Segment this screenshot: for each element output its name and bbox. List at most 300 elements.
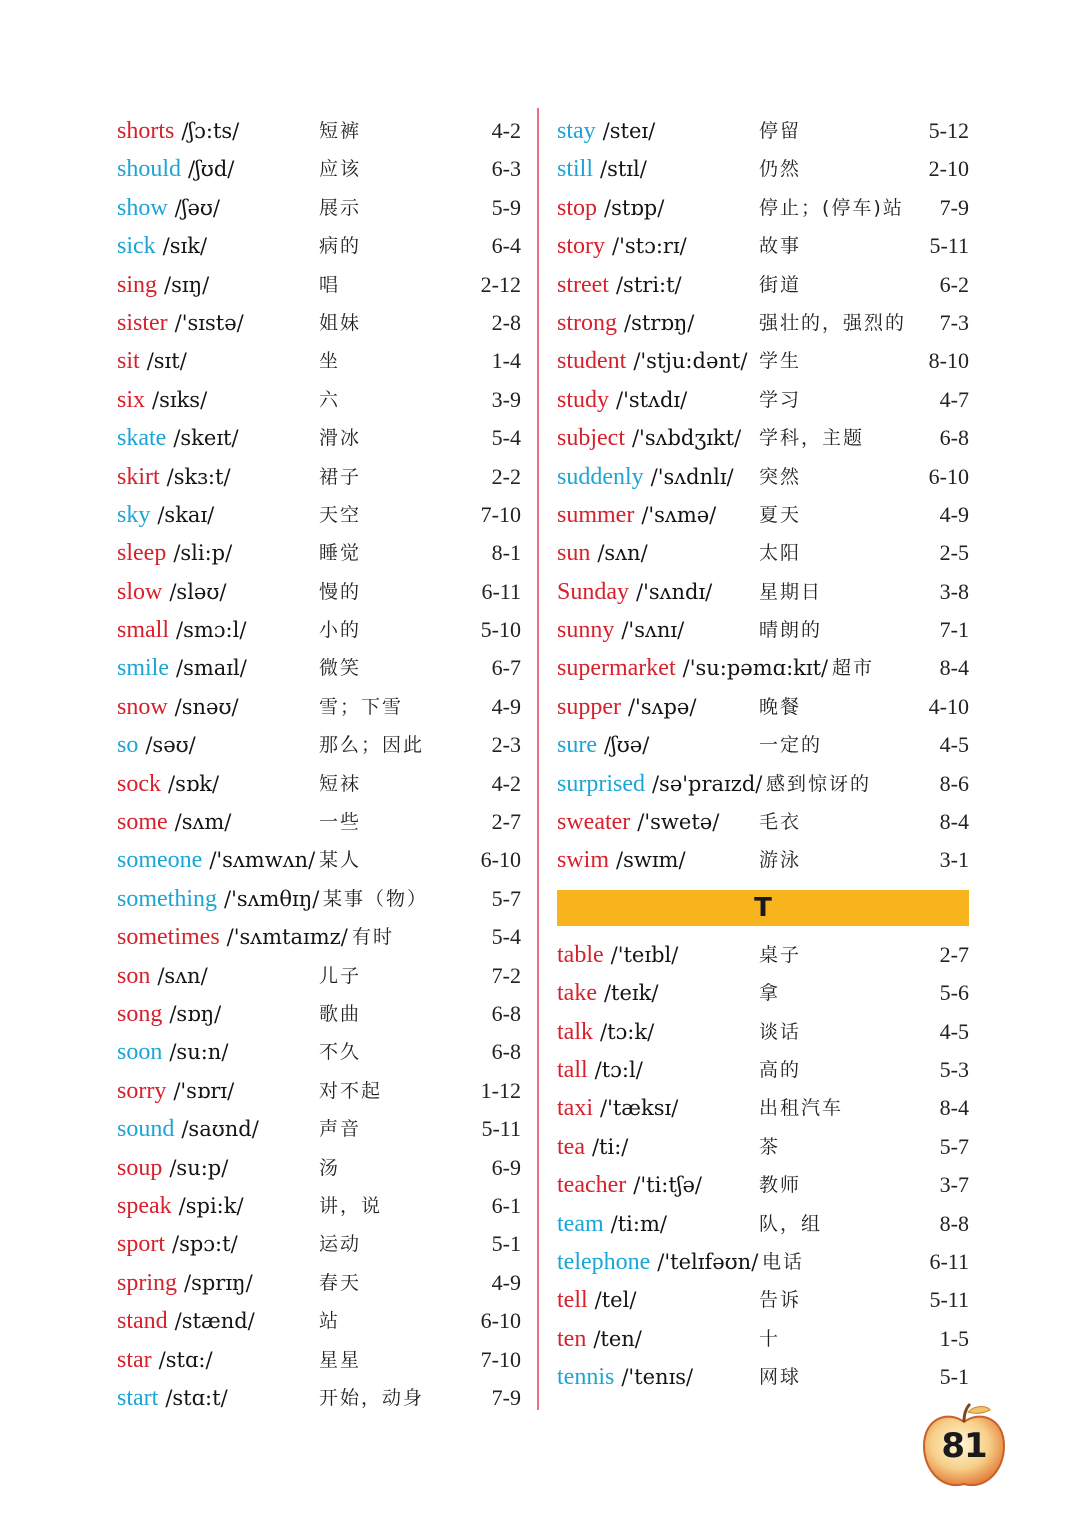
vocab-meaning: 学习 xyxy=(759,388,802,411)
vocab-meaning: 感到惊讶的 xyxy=(766,772,872,795)
vocab-unit: 6-2 xyxy=(939,271,969,297)
vocab-word: swim xyxy=(557,847,610,874)
vocab-entry xyxy=(117,1187,521,1225)
vocab-unit: 3-8 xyxy=(939,578,969,604)
vocab-phonetic: /'sʌndɪ/ xyxy=(636,579,713,604)
vocab-meaning: 学科，主题 xyxy=(759,427,865,450)
vocab-unit: 8-6 xyxy=(939,770,969,796)
vocab-word: soon xyxy=(117,1039,163,1066)
vocab-unit: 6-11 xyxy=(929,1248,969,1274)
vocab-unit: 8-4 xyxy=(939,1095,969,1121)
vocab-word: supper xyxy=(557,693,621,720)
vocab-meaning: 夏天 xyxy=(759,503,802,526)
vocab-entry xyxy=(117,1149,521,1187)
vocab-meaning: 展示 xyxy=(319,196,362,219)
vocab-word: ten xyxy=(557,1325,587,1352)
vocab-entry xyxy=(557,304,969,342)
vocab-unit: 6-4 xyxy=(491,233,521,259)
vocab-phonetic: /teɪk/ xyxy=(603,981,659,1006)
vocab-phonetic: /tɔ:l/ xyxy=(594,1057,643,1082)
vocab-meaning: 不久 xyxy=(319,1041,362,1064)
vocab-meaning: 春天 xyxy=(319,1271,362,1294)
vocab-phonetic: /skaɪ/ xyxy=(157,502,215,527)
vocab-word: tea xyxy=(557,1133,585,1160)
vocab-entry xyxy=(557,765,969,803)
vocab-unit: 4-7 xyxy=(939,386,969,412)
vocab-phonetic: /su:p/ xyxy=(169,1155,229,1180)
vocab-unit: 4-2 xyxy=(491,118,521,143)
vocab-entry xyxy=(117,611,521,649)
vocab-unit: 1-4 xyxy=(491,348,521,374)
vocab-unit: 2-10 xyxy=(928,156,969,182)
vocab-unit: 4-2 xyxy=(491,770,521,796)
vocab-unit: 5-3 xyxy=(939,1056,969,1082)
vocab-meaning: 停留 xyxy=(759,120,802,142)
vocab-unit: 5-11 xyxy=(481,1116,521,1142)
vocab-phonetic: /'sʌmθɪŋ/ xyxy=(224,886,320,911)
vocab-word: taxi xyxy=(557,1095,593,1122)
vocab-phonetic: /'sʌpə/ xyxy=(627,694,697,719)
vocab-entry xyxy=(557,1166,969,1204)
vocab-word: teacher xyxy=(557,1172,627,1199)
vocab-meaning: 汤 xyxy=(319,1156,341,1179)
vocab-unit: 7-10 xyxy=(480,501,521,527)
vocab-meaning: 超市 xyxy=(832,657,875,680)
vocab-unit: 5-11 xyxy=(929,233,969,259)
vocab-entry xyxy=(117,880,521,918)
vocab-word: smile xyxy=(117,655,169,682)
vocab-meaning: 裙子 xyxy=(319,465,362,488)
vocab-unit: 6-10 xyxy=(480,847,521,873)
vocab-unit: 4-5 xyxy=(939,732,969,758)
vocab-entry xyxy=(557,1358,969,1396)
vocab-entry xyxy=(557,1320,969,1358)
vocab-meaning: 某人 xyxy=(319,849,362,872)
vocab-phonetic: /sɪk/ xyxy=(162,234,208,259)
vocab-word: son xyxy=(117,962,151,989)
vocab-entry xyxy=(117,1033,521,1071)
vocab-unit: 2-8 xyxy=(491,309,521,335)
page-number: 81 xyxy=(941,1426,987,1466)
vocab-meaning: 雪；下雪 xyxy=(319,695,404,718)
vocab-word: sock xyxy=(117,770,161,797)
vocab-meaning: 六 xyxy=(319,388,341,411)
vocab-meaning: 突然 xyxy=(759,465,802,488)
vocab-entry xyxy=(557,1089,969,1127)
vocab-phonetic: /'teɪbl/ xyxy=(610,942,679,967)
vocab-word: study xyxy=(557,386,610,413)
vocab-phonetic: /'tenɪs/ xyxy=(621,1365,694,1390)
vocab-entry xyxy=(557,342,969,380)
vocab-entry xyxy=(117,803,521,841)
vocab-word: sing xyxy=(117,271,158,298)
vocab-unit: 8-1 xyxy=(491,540,521,566)
vocab-phonetic: /sʌm/ xyxy=(174,810,232,835)
vocab-unit: 7-3 xyxy=(939,309,969,335)
vocab-entry xyxy=(117,1341,521,1379)
column-divider xyxy=(537,108,539,1410)
vocab-word: show xyxy=(117,194,168,221)
vocab-meaning: 天空 xyxy=(319,503,362,526)
vocab-meaning: 运动 xyxy=(319,1233,362,1256)
vocab-phonetic: /smɔ:l/ xyxy=(176,618,247,643)
vocab-entry xyxy=(117,995,521,1033)
vocab-word: someone xyxy=(117,847,203,874)
vocab-unit: 4-9 xyxy=(491,1269,521,1295)
vocab-meaning: 茶 xyxy=(759,1135,781,1158)
vocab-word: spring xyxy=(117,1269,177,1296)
vocab-unit: 5-4 xyxy=(491,924,521,950)
vocab-meaning: 短裤 xyxy=(319,120,362,142)
vocab-phonetic: /spi:k/ xyxy=(178,1193,244,1218)
vocab-unit: 5-7 xyxy=(939,1133,969,1159)
vocab-phonetic: /sɒk/ xyxy=(168,771,220,796)
vocab-word: song xyxy=(117,1000,163,1027)
vocab-entry xyxy=(557,649,969,687)
vocab-unit: 4-5 xyxy=(939,1018,969,1044)
vocab-entry xyxy=(117,227,521,265)
vocab-phonetic: /ten/ xyxy=(593,1326,642,1351)
vocab-word: sorry xyxy=(117,1077,167,1104)
vocab-unit: 6-8 xyxy=(491,1000,521,1026)
vocab-entry xyxy=(117,150,521,188)
vocab-phonetic: /səʊ/ xyxy=(145,733,196,758)
vocab-word: tall xyxy=(557,1056,588,1083)
vocab-phonetic: /'sʌdnlɪ/ xyxy=(650,464,734,489)
vocab-phonetic: /sɪks/ xyxy=(152,387,208,412)
vocab-unit: 5-12 xyxy=(928,118,969,143)
vocab-phonetic: /smaɪl/ xyxy=(176,656,247,681)
vocab-meaning: 出租汽车 xyxy=(759,1097,844,1120)
vocab-entry xyxy=(557,227,969,265)
vocab-entry xyxy=(557,611,969,649)
vocab-unit: 8-4 xyxy=(939,809,969,835)
vocab-phonetic: /ti:/ xyxy=(591,1134,629,1159)
vocab-entry xyxy=(557,534,969,572)
vocab-unit: 6-1 xyxy=(491,1192,521,1218)
vocab-meaning: 高的 xyxy=(759,1058,802,1081)
vocab-phonetic: /sʌn/ xyxy=(157,963,208,988)
vocab-word: sun xyxy=(557,540,591,567)
vocab-phonetic: /stænd/ xyxy=(174,1309,255,1334)
vocab-unit: 5-4 xyxy=(491,425,521,451)
vocab-entry xyxy=(557,419,969,457)
vocab-unit: 1-5 xyxy=(939,1325,969,1351)
vocab-entry xyxy=(557,458,969,496)
vocab-meaning: 慢的 xyxy=(319,580,362,603)
vocab-entry xyxy=(117,918,521,956)
vocab-unit: 4-10 xyxy=(928,693,969,719)
left-column xyxy=(117,112,521,1417)
vocab-entry xyxy=(117,304,521,342)
vocab-phonetic: /'stɔ:rɪ/ xyxy=(612,234,687,259)
vocab-word: skate xyxy=(117,425,167,452)
vocab-entry xyxy=(117,1379,521,1417)
vocab-entry xyxy=(117,419,521,457)
vocab-word: start xyxy=(117,1384,159,1411)
vocab-word: suddenly xyxy=(557,463,644,490)
vocab-entry xyxy=(117,112,521,150)
right-column xyxy=(557,112,969,1397)
vocab-entry xyxy=(117,381,521,419)
vocab-phonetic: /sɪt/ xyxy=(146,349,187,374)
vocab-entry xyxy=(557,266,969,304)
vocab-meaning: 晴朗的 xyxy=(759,619,823,642)
vocab-word: star xyxy=(117,1346,152,1373)
vocab-word: team xyxy=(557,1210,604,1237)
vocab-word: stop xyxy=(557,194,598,221)
vocab-unit: 3-9 xyxy=(491,386,521,412)
vocab-meaning: 网球 xyxy=(759,1366,802,1389)
vocab-unit: 5-11 xyxy=(929,1287,969,1313)
vocab-word: tell xyxy=(557,1287,588,1314)
vocab-meaning: 唱 xyxy=(319,273,341,296)
vocab-entry xyxy=(557,1243,969,1281)
vocab-entry xyxy=(117,534,521,572)
vocab-entry xyxy=(117,726,521,764)
vocab-entry xyxy=(117,1072,521,1110)
vocab-phonetic: /skɜ:t/ xyxy=(166,464,231,489)
vocab-meaning: 姐妹 xyxy=(319,311,362,334)
vocab-word: still xyxy=(557,156,594,183)
vocab-unit: 7-1 xyxy=(939,617,969,643)
vocab-phonetic: /strɒŋ/ xyxy=(624,310,695,335)
vocab-word: small xyxy=(117,617,169,644)
vocab-meaning: 儿子 xyxy=(319,964,362,987)
vocab-word: sleep xyxy=(117,540,167,567)
vocab-entry xyxy=(117,841,521,879)
vocab-word: surprised xyxy=(557,770,645,797)
vocab-unit: 8-10 xyxy=(928,348,969,374)
vocab-phonetic: /ʃʊd/ xyxy=(188,157,235,182)
vocab-entry xyxy=(557,841,969,879)
vocab-entry xyxy=(117,496,521,534)
vocab-word: Sunday xyxy=(557,578,629,605)
vocab-phonetic: /stri:t/ xyxy=(615,272,682,297)
vocab-entry xyxy=(557,1051,969,1089)
vocab-entry xyxy=(117,765,521,803)
vocab-unit: 6-10 xyxy=(480,1308,521,1334)
vocab-phonetic: /stɑ:t/ xyxy=(165,1385,228,1410)
vocab-phonetic: /sɪŋ/ xyxy=(164,272,210,297)
vocab-word: talk xyxy=(557,1018,593,1045)
vocab-meaning: 谈话 xyxy=(759,1020,802,1043)
vocab-unit: 8-4 xyxy=(939,655,969,681)
section-letter: T xyxy=(754,892,772,923)
vocab-phonetic: /stɒp/ xyxy=(604,195,665,220)
vocab-phonetic: /saʊnd/ xyxy=(181,1117,259,1142)
vocab-phonetic: /'sʌmwʌn/ xyxy=(209,848,316,873)
vocab-entry xyxy=(557,1128,969,1166)
vocab-word: slow xyxy=(117,578,163,605)
vocab-unit: 3-7 xyxy=(939,1172,969,1198)
vocab-word: six xyxy=(117,386,146,413)
vocab-phonetic: /sli:p/ xyxy=(173,541,233,566)
vocab-unit: 6-8 xyxy=(491,1039,521,1065)
s-entries xyxy=(557,112,969,880)
vocab-meaning: 小的 xyxy=(319,619,362,642)
vocab-unit: 5-1 xyxy=(491,1231,521,1257)
vocab-entry xyxy=(117,573,521,611)
vocab-word: sure xyxy=(557,732,597,759)
vocab-word: sister xyxy=(117,309,168,336)
vocab-meaning: 开始，动身 xyxy=(319,1386,425,1409)
vocab-meaning: 站 xyxy=(319,1310,341,1333)
vocab-phonetic: /sprɪŋ/ xyxy=(184,1270,253,1295)
vocab-entry xyxy=(117,458,521,496)
vocab-unit: 5-10 xyxy=(480,617,521,643)
vocab-phonetic: /su:n/ xyxy=(169,1040,229,1065)
vocab-meaning: 微笑 xyxy=(319,657,362,680)
vocab-word: street xyxy=(557,271,609,298)
vocab-meaning: 声音 xyxy=(319,1118,362,1141)
vocab-phonetic: /tɔ:k/ xyxy=(600,1019,655,1044)
vocab-meaning: 星期日 xyxy=(759,580,823,603)
vocab-meaning: 太阳 xyxy=(759,542,802,565)
vocab-phonetic: /'telɪfəʊn/ xyxy=(657,1249,759,1274)
vocab-unit: 6-3 xyxy=(491,156,521,182)
vocab-word: supermarket xyxy=(557,655,676,682)
t-entries xyxy=(557,936,969,1397)
vocab-unit: 2-2 xyxy=(491,463,521,489)
vocab-word: strong xyxy=(557,309,617,336)
vocab-phonetic: /'sɒrɪ/ xyxy=(173,1078,235,1103)
vocab-unit: 7-10 xyxy=(480,1346,521,1372)
page-number-apple-badge xyxy=(918,1400,1010,1492)
vocab-word: sweater xyxy=(557,809,631,836)
vocab-phonetic: /snəʊ/ xyxy=(174,694,239,719)
vocab-word: tennis xyxy=(557,1364,615,1391)
vocab-word: telephone xyxy=(557,1248,651,1275)
vocab-phonetic: /tel/ xyxy=(594,1288,637,1313)
vocab-word: shorts xyxy=(117,118,175,144)
vocab-phonetic: /stɑ:/ xyxy=(158,1347,213,1372)
vocab-word: sunny xyxy=(557,617,615,644)
vocab-phonetic: /steɪ/ xyxy=(602,119,656,143)
vocab-unit: 3-1 xyxy=(939,847,969,873)
vocab-phonetic: /'sɪstə/ xyxy=(174,310,244,335)
vocab-entry xyxy=(117,1225,521,1263)
vocab-phonetic: /sʌn/ xyxy=(597,541,648,566)
vocab-entry xyxy=(557,1205,969,1243)
vocab-phonetic: /'tæksɪ/ xyxy=(600,1096,679,1121)
vocab-phonetic: /'sʌnɪ/ xyxy=(621,618,685,643)
vocab-unit: 6-10 xyxy=(928,463,969,489)
vocab-word: soup xyxy=(117,1154,163,1181)
vocab-phonetic: /ti:m/ xyxy=(610,1211,667,1236)
vocab-word: subject xyxy=(557,425,625,452)
vocab-meaning: 毛衣 xyxy=(759,811,802,834)
vocab-word: skirt xyxy=(117,463,160,490)
vocab-word: stay xyxy=(557,118,596,144)
vocab-entry xyxy=(557,974,969,1012)
vocab-word: summer xyxy=(557,501,635,528)
vocab-entry xyxy=(557,726,969,764)
vocab-unit: 6-11 xyxy=(481,578,521,604)
vocab-unit: 2-3 xyxy=(491,732,521,758)
vocab-word: student xyxy=(557,348,627,375)
vocab-meaning: 游泳 xyxy=(759,849,802,872)
vocab-entry xyxy=(117,1302,521,1340)
vocab-word: speak xyxy=(117,1192,172,1219)
vocab-entry xyxy=(117,1110,521,1148)
vocab-word: sometimes xyxy=(117,924,220,951)
vocab-meaning: 坐 xyxy=(319,350,341,373)
vocab-word: sky xyxy=(117,501,151,528)
vocab-meaning: 星星 xyxy=(319,1348,362,1371)
vocab-meaning: 停止；(停车)站 xyxy=(759,196,904,219)
vocab-meaning: 强壮的，强烈的 xyxy=(759,311,907,334)
vocab-word: something xyxy=(117,885,217,912)
vocab-meaning: 某事（物） xyxy=(323,887,429,910)
vocab-meaning: 街道 xyxy=(759,273,802,296)
vocab-phonetic: /'stju:dənt/ xyxy=(633,349,748,374)
vocab-unit: 8-8 xyxy=(939,1210,969,1236)
vocab-phonetic: /ʃɔ:ts/ xyxy=(181,119,240,143)
vocab-unit: 7-9 xyxy=(491,1384,521,1410)
vocab-unit: 5-6 xyxy=(939,980,969,1006)
vocab-unit: 6-7 xyxy=(491,655,521,681)
vocab-entry xyxy=(557,803,969,841)
vocab-meaning: 应该 xyxy=(319,158,362,181)
vocab-entry xyxy=(117,957,521,995)
vocab-meaning: 十 xyxy=(759,1327,781,1350)
vocab-phonetic: /'ti:tʃə/ xyxy=(633,1173,703,1198)
vocab-entry xyxy=(557,381,969,419)
vocab-phonetic: /swɪm/ xyxy=(616,848,686,873)
vocab-meaning: 故事 xyxy=(759,235,802,258)
vocab-meaning: 告诉 xyxy=(759,1289,802,1312)
vocab-word: sound xyxy=(117,1116,175,1143)
vocab-phonetic: /ʃʊə/ xyxy=(603,733,650,758)
vocab-phonetic: /'stʌdɪ/ xyxy=(616,387,688,412)
vocab-unit: 5-9 xyxy=(491,194,521,220)
section-header-t xyxy=(557,890,969,926)
vocab-meaning: 电话 xyxy=(762,1250,805,1273)
vocab-phonetic: /spɔ:t/ xyxy=(172,1232,238,1257)
vocab-meaning: 队，组 xyxy=(759,1212,823,1235)
vocab-entry xyxy=(557,189,969,227)
vocab-meaning: 讲，说 xyxy=(319,1194,383,1217)
vocab-word: sick xyxy=(117,233,156,260)
vocab-meaning: 晚餐 xyxy=(759,695,802,718)
vocab-meaning: 对不起 xyxy=(319,1079,383,1102)
vocab-entry xyxy=(117,342,521,380)
vocab-phonetic: /'sʌmtaɪmz/ xyxy=(226,925,348,950)
vocab-meaning: 滑冰 xyxy=(319,427,362,450)
vocab-word: sit xyxy=(117,348,140,375)
vocab-meaning: 仍然 xyxy=(759,158,802,181)
vocab-unit: 4-9 xyxy=(939,501,969,527)
vocab-unit: 2-12 xyxy=(480,271,521,297)
vocab-meaning: 歌曲 xyxy=(319,1002,362,1025)
vocab-phonetic: /stɪl/ xyxy=(600,157,647,182)
vocab-meaning: 教师 xyxy=(759,1174,802,1197)
vocab-meaning: 有时 xyxy=(352,926,395,949)
vocab-meaning: 桌子 xyxy=(759,943,802,966)
vocab-word: table xyxy=(557,941,604,968)
vocab-phonetic: /'swetə/ xyxy=(637,810,720,835)
vocab-meaning: 学生 xyxy=(759,350,802,373)
vocab-unit: 4-9 xyxy=(491,693,521,719)
vocab-word: take xyxy=(557,980,597,1007)
vocab-unit: 6-8 xyxy=(939,425,969,451)
vocab-unit: 5-1 xyxy=(939,1364,969,1390)
vocab-phonetic: /sləʊ/ xyxy=(169,579,227,604)
vocab-entry xyxy=(557,688,969,726)
vocab-entry xyxy=(557,112,969,150)
vocab-entry xyxy=(117,649,521,687)
